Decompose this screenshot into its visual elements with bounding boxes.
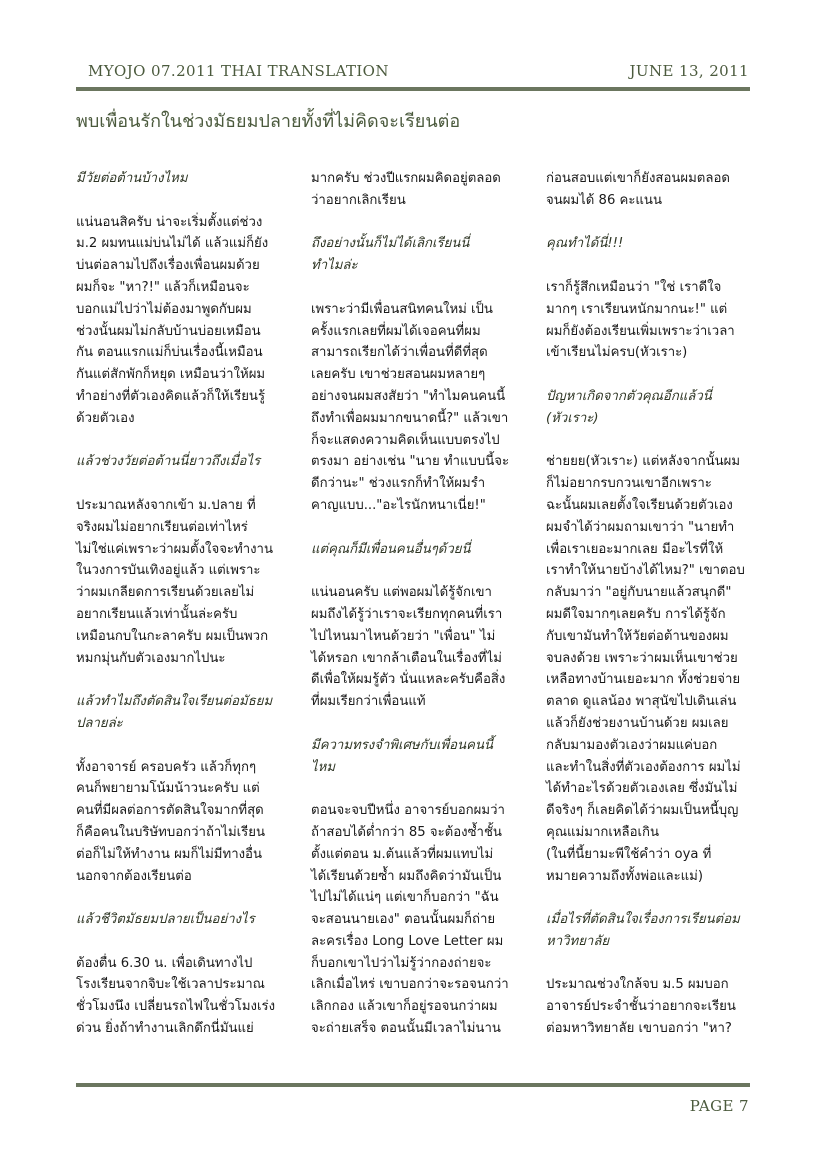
question-text: มีความทรงจำพิเศษกับเพื่อนคนนี้ ไหม [311, 737, 493, 775]
column-1 [76, 168, 286, 1068]
bottom-rule [76, 1083, 750, 1087]
answer-text: แน่นอนครับ แต่พอผมได้รู้จักเขา ผมถึงได้รู้ว่าเราจะเรียกทุกคนที่เรา ไปไหนมาไหนด้วยว่า "เพื่อน" ไม่ ได้หรอก เขากล้าเตือนในเรื่องที่ไม่ ดีเพื่อให้ผมรู้ตัว นั่นแหละครับคือสิ่ง ที่ผมเรียกว่าเพื่อนแท้ [311, 585, 506, 710]
question-text: มีวัยต่อต้านบ้างไหม [76, 171, 188, 186]
header-date: JUNE 13, 2011 [629, 62, 749, 80]
answer-text: ประมาณหลังจากเข้า ม.ปลาย ที่ จริงผมไม่อยากเรียนต่อเท่าไหร่ ไม่ใช่แค่เพราะว่าผมตั้งใจจะทำงาน ในวงการบันเทิงอยู่แล้ว แต่เพราะ ว่าผมเกลียดการเรียนด้วยเลยไม่ อยากเรียนแล้วเท่านั้นล่ะครับ เหมือนกบในกะลาครับ ผมเป็นพวก หมกมุ่นกับตัวเองมากไปนะ [76, 497, 273, 666]
answer-text: ประมาณช่วงใกล้จบ ม.5 ผมบอก อาจารย์ประจำชั้นว่าอยากจะเรียน ต่อมหาวิทยาลัย เขาบอกว่า "หา? [546, 977, 736, 1037]
answer-text: ก่อนสอบแต่เขาก็ยังสอนผมตลอด จนผมได้ 86 คะแนน [546, 171, 730, 208]
answer-text: มากครับ ช่วงปีแรกผมคิดอยู่ตลอด ว่าอยากเลิกเรียน [311, 171, 501, 208]
answer-text: แน่นอนสิครับ น่าจะเริ่มตั้งแต่ช่วง ม.2 ผมทนแม่บ่นไม่ได้ แล้วแม่ก็ยัง บ่นต่อลามไปถึงเรื่องเพื่อนผมด้วย ผมก็จะ "หา?!" แล้วก็เหมือนจะ บอกแม่ไปว่าไม่ต้องมาพูดกับผม ช่วงนั้นผมไม่กลับบ้านบ่อยเหมือน กัน ตอนแรกแม่ก็บ่นเรื่องนี้เหมือน กันแต่สักพักก็หยุด เหมือนว่าให้ผม ทำอย่างที่ตัวเองคิดแล้วก็ให้เรียนรู้ ด้วยตัวเอง [76, 214, 269, 426]
header-publication: MYOJO 07.2011 THAI TRANSLATION [88, 62, 389, 80]
answer-text: ทั้งอาจารย์ ครอบครัว แล้วก็ทุกๆ คนก็พยายามโน้มน้าวนะครับ แต่ คนที่มีผลต่อการตัดสินใจมากที่สุด ก็คือคนในบริษัทบอกว่าถ้าไม่เรียน ต่อก็ไม่ให้ทำงาน ผมก็ไม่มีทางอื่น นอกจากต้องเรียนต่อ [76, 759, 265, 884]
answer-text: เราก็รู้สึกเหมือนว่า "ใช่ เราดีใจ มากๆ เราเรียนหนักมากนะ!" แต่ ผมก็ยังต้องเรียนเพิ่มเพราะว่าเวลา เข้าเรียนไม่ครบ(หัวเราะ) [546, 279, 735, 361]
question-text: ถึงอย่างนั้นก็ไม่ได้เลิกเรียนนี่ ทำไมล่ะ [311, 236, 470, 274]
column-2 [311, 168, 521, 1068]
question-text: แต่คุณก็มีเพื่อนคนอื่นๆด้วยนี่ [311, 541, 471, 557]
answer-text: เพราะว่ามีเพื่อนสนิทคนใหม่ เป็น ครั้งแรกเลยที่ผมได้เจอคนที่ผม สามารถเรียกได้ว่าเพื่อนที่ดีที่สุด เลยครับ เขาช่วยสอนผมหลายๆ อย่างจนผมสงสัยว่า "ทำไมคนคนนี้ ถึงทำเพื่อผมมากขนาดนี้?" แล้วเขา ก็จะแสดงความคิดเห็นแบบตรงไป ตรงมา อย่างเช่น "นาย ทำแบบนี้จะ ดีกว่านะ" ช่วงแรกก็ทำให้ผมรำ คาญแบบ..."อะไรนักหนาเนี่ย!" [311, 301, 510, 513]
question-text: แล้วชีวิตมัธยมปลายเป็นอย่างไร [76, 912, 255, 928]
answer-text: ต้องตื่น 6.30 น. เพื่อเดินทางไป โรงเรียนจากจิบะใช้เวลาประมาณ ชั่วโมงนึง เปลี่ยนรถไฟในชั่วโมงเร่ง ด่วน ยิ่งถ้าทำงานเลิกดึกนี่มันแย่ [76, 955, 276, 1037]
question-text: คุณทำได้นี่!!! [546, 236, 624, 252]
question-text: แล้วทำไมถึงตัดสินใจเรียนต่อมัธยม ปลายล่ะ [76, 694, 273, 731]
question-text: แล้วช่วงวัยต่อต้านนี่ยาวถึงเมื่อไร [76, 454, 261, 470]
article-title: พบเพื่อนรักในช่วงมัธยมปลายทั้งที่ไม่คิดจะเรียนต่อ [76, 111, 461, 132]
question-text: เมื่อไรที่ตัดสินใจเรื่องการเรียนต่อม หาวิทยาลัย [546, 912, 740, 949]
question-text: ปัญหาเกิดจากตัวคุณอีกแล้วนี่ (หัวเราะ) [546, 388, 712, 426]
answer-text: ตอนจะจบปีหนึ่ง อาจารย์บอกผมว่า ถ้าสอบได้ต่ำกว่า 85 จะต้องซ้ำชั้น ตั้งแต่ตอน ม.ต้นแล้วที่ผมแทบไม่ ได้เรียนด้วยซ้ำ ผมถึงคิดว่ามันเป็น ไปไม่ได้แน่ๆ แต่เขาก็บอกว่า "ฉัน จะสอนนายเอง" ตอนนั้นผมก็ถ่าย ละครเรื่อง Long Love Letter ผม ก็บอกเขาไปว่าไม่รู้ว่ากองถ่ายจะ เลิกเมื่อไหร่ เขาบอกว่าจะรอจนกว่า เลิกกอง แล้วเขาก็อยู่รอจนกว่าผม จะถ่ายเสร็จ ตอนนั้นมีเวลาไม่นาน [311, 803, 509, 1037]
column-3 [546, 168, 756, 1068]
page-number: PAGE 7 [689, 1097, 749, 1115]
top-rule [76, 87, 750, 91]
answer-text: ช่ายยย(หัวเราะ) แต่หลังจากนั้นผม ก็ไม่อยากรบกวนเขาอีกเพราะ ฉะนั้นผมเลยตั้งใจเรียนด้วยตัวเอง ผมจำได้ว่าผมถามเขาว่า "นายทำ เพื่อเราเยอะมากเลย มีอะไรที่ให้ เราทำให้นายบ้างได้ไหม?" เขาตอบ กลับมาว่า "อยู่กับนายแล้วสนุกดี" ผมดีใจมากๆเลยครับ การได้รู้จัก กับเขามันทำให้วัยต่อต้านของผม จบลงด้วย เพราะว่าผมเห็นเขาช่วย เหลือทางบ้านเยอะมาก ทั้งช่วยจ่าย ตลาด ดูแลน้อง พาสุนัขไปเดินเล่น แล้วก็ยังช่วยงานบ้านด้วย ผมเลย กลับมามองตัวเองว่าผมแค่บอก และทำในสิ่งที่ตัวเองต้องการ ผมไม่ ได้ทำอะไรด้วยตัวเองเลย ซึ่งมันไม่ ดีจริงๆ ก็เลยคิดได้ว่าผมเป็นหนี้บุญ คุณแม่มากเหลือเกิน (ในที่นี้ยามะพีใช้คำว่า oya ที่ หมายความถึงทั้งพ่อและแม่) [546, 454, 745, 884]
article-columns [76, 168, 756, 1068]
